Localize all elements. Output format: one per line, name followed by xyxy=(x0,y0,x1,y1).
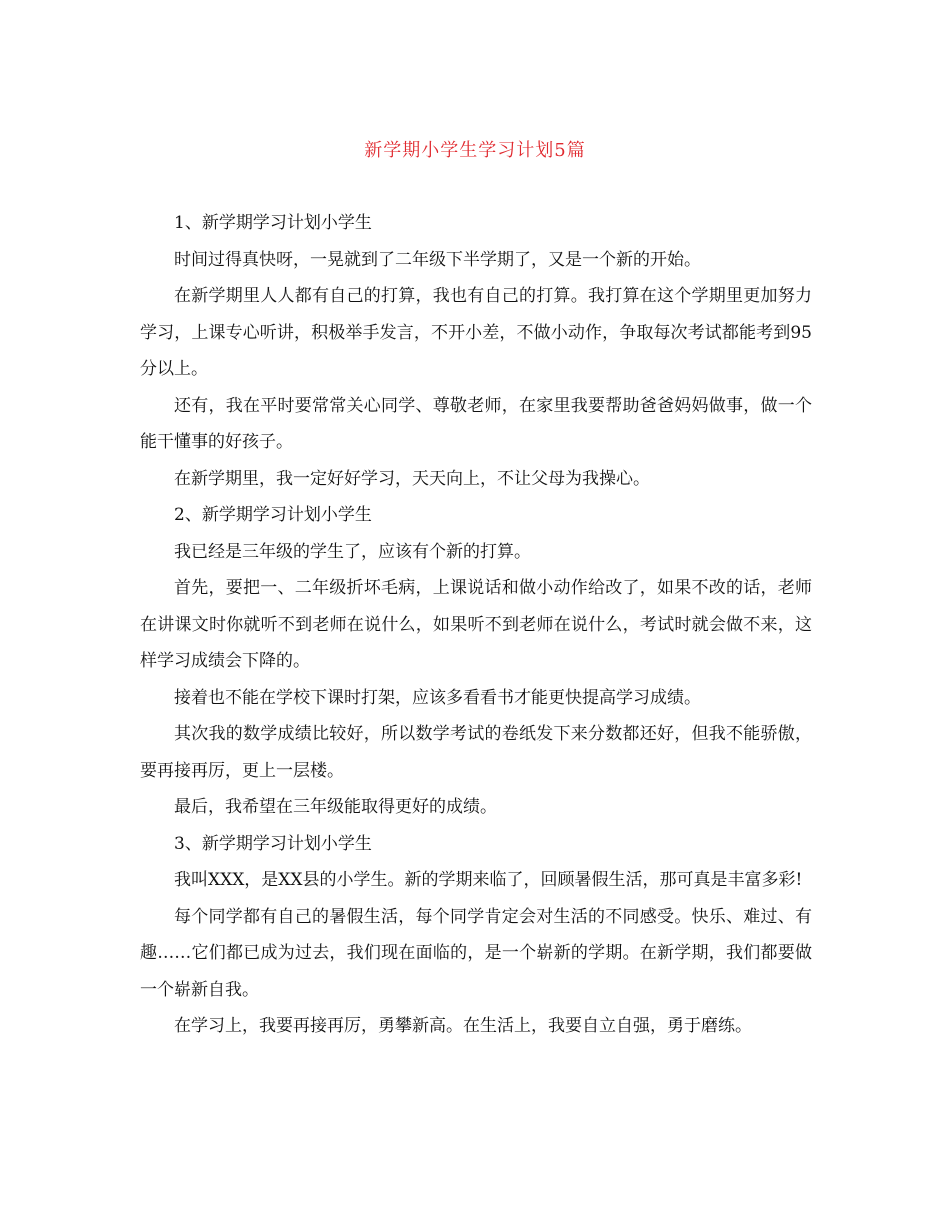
section-heading-1: 1、新学期学习计划小学生 xyxy=(174,213,372,233)
paragraph: 接着也不能在学校下课时打架，应该多看看书才能更快提高学习成绩。 xyxy=(174,687,701,708)
paragraph: 在学习上，我要再接再厉，勇攀新高。在生活上，我要自立自强，勇于磨练。 xyxy=(174,1016,752,1036)
section-heading-2: 2、新学期学习计划小学生 xyxy=(174,505,372,525)
paragraph: 其次我的数学成绩比较好，所以数学考试的卷纸发下来分数都还好，但我不能骄傲，要再接再厉，更上一层楼。 xyxy=(140,724,812,781)
paragraph: 在新学期里人人都有自己的打算，我也有自己的打算。我打算在这个学期里更加努力学习，上课专心听讲，积极举手发言，不开小差，不做小动作，争取每次考试都能考到95分以上。 xyxy=(140,286,812,379)
paragraph: 每个同学都有自己的暑假生活，每个同学肯定会对生活的不同感受。快乐、难过、有趣……它们都已成为过去，我们现在面临的，是一个崭新的学期。在新学期，我们都要做一个崭新自我。 xyxy=(140,906,812,1000)
document-title: 新学期小学生学习计划5篇 xyxy=(364,140,586,161)
paragraph: 首先，要把一、二年级折坏毛病，上课说话和做小动作给改了，如果不改的话，老师在讲课文时你就听不到老师在说什么，如果听不到老师在说什么，考试时就会做不来，这样学习成绩会下降的。 xyxy=(140,578,812,671)
paragraph: 我叫XXX，是XX县的小学生。新的学期来临了，回顾暑假生活，那可真是丰富多彩! xyxy=(174,870,803,890)
paragraph: 还有，我在平时要常常关心同学、尊敬老师，在家里我要帮助爸爸妈妈做事，做一个能干懂事的好孩子。 xyxy=(140,395,812,452)
paragraph: 在新学期里，我一定好好学习，天天向上，不让父母为我操心。 xyxy=(174,468,650,489)
paragraph: 我已经是三年级的学生了，应该有个新的打算。 xyxy=(174,541,531,562)
section-heading-3: 3、新学期学习计划小学生 xyxy=(174,833,372,854)
document-body xyxy=(140,205,812,1045)
paragraph: 最后，我希望在三年级能取得更好的成绩。 xyxy=(174,797,497,817)
paragraph: 时间过得真快呀，一晃就到了二年级下半学期了，又是一个新的开始。 xyxy=(174,249,701,270)
